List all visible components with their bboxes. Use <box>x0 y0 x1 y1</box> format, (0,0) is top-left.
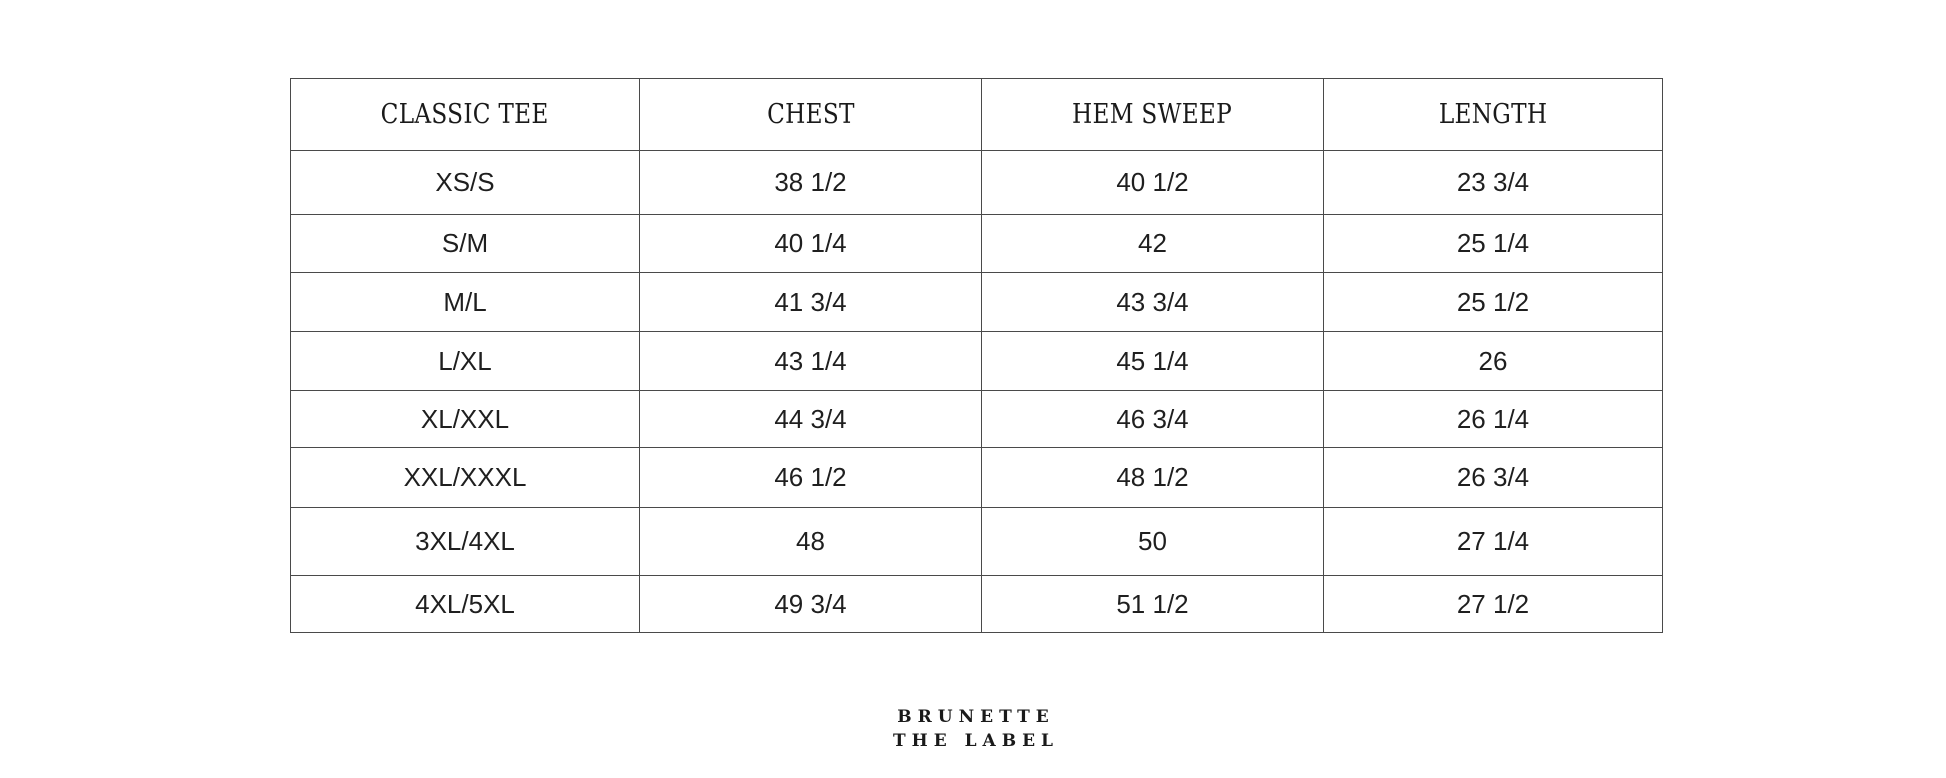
size-cell: XXL/XXXL <box>291 448 640 508</box>
chest-cell: 38 1/2 <box>640 151 982 215</box>
hem-sweep-cell: 43 3/4 <box>982 273 1324 332</box>
header-chest: CHEST <box>640 79 982 151</box>
size-cell: 3XL/4XL <box>291 508 640 576</box>
table-row <box>291 448 1663 508</box>
table-header-row <box>291 79 1663 151</box>
hem-sweep-cell: 45 1/4 <box>982 332 1324 391</box>
size-chart-table <box>290 78 1663 633</box>
hem-sweep-cell: 48 1/2 <box>982 448 1324 508</box>
table-row <box>291 391 1663 448</box>
chest-cell: 41 3/4 <box>640 273 982 332</box>
table-row <box>291 508 1663 576</box>
length-cell: 25 1/4 <box>1324 215 1663 273</box>
length-cell: 23 3/4 <box>1324 151 1663 215</box>
hem-sweep-cell: 51 1/2 <box>982 576 1324 633</box>
hem-sweep-cell: 46 3/4 <box>982 391 1324 448</box>
table-row <box>291 332 1663 391</box>
table-row <box>291 215 1663 273</box>
length-cell: 27 1/2 <box>1324 576 1663 633</box>
length-cell: 25 1/2 <box>1324 273 1663 332</box>
header-hem-sweep: HEM SWEEP <box>982 79 1324 151</box>
header-classic-tee: CLASSIC TEE <box>291 79 640 151</box>
table-row <box>291 151 1663 215</box>
hem-sweep-cell: 50 <box>982 508 1324 576</box>
size-cell: XL/XXL <box>291 391 640 448</box>
table-row <box>291 273 1663 332</box>
size-cell: M/L <box>291 273 640 332</box>
brand-logo <box>0 705 1946 753</box>
table-row <box>291 576 1663 633</box>
size-cell: L/XL <box>291 332 640 391</box>
chest-cell: 40 1/4 <box>640 215 982 273</box>
chest-cell: 43 1/4 <box>640 332 982 391</box>
hem-sweep-cell: 40 1/2 <box>982 151 1324 215</box>
length-cell: 26 3/4 <box>1324 448 1663 508</box>
size-cell: 4XL/5XL <box>291 576 640 633</box>
size-cell: S/M <box>291 215 640 273</box>
chest-cell: 49 3/4 <box>640 576 982 633</box>
size-cell: XS/S <box>291 151 640 215</box>
header-length: LENGTH <box>1324 79 1663 151</box>
brand-logo-line-1: BRUNETTE <box>897 707 1055 727</box>
chest-cell: 44 3/4 <box>640 391 982 448</box>
chest-cell: 46 1/2 <box>640 448 982 508</box>
length-cell: 26 1/4 <box>1324 391 1663 448</box>
chest-cell: 48 <box>640 508 982 576</box>
brand-logo-line-2: THE LABEL <box>892 731 1059 751</box>
hem-sweep-cell: 42 <box>982 215 1324 273</box>
length-cell: 26 <box>1324 332 1663 391</box>
length-cell: 27 1/4 <box>1324 508 1663 576</box>
